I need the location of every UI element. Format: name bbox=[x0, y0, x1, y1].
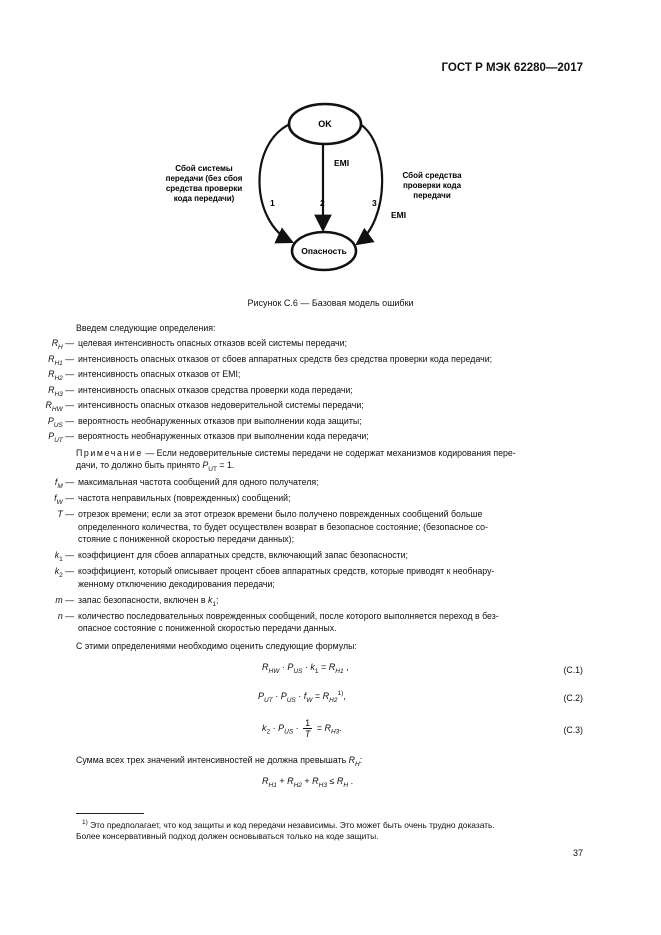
intro-text: Введем следующие определения: bbox=[76, 323, 216, 333]
transition-1-arrow bbox=[259, 124, 292, 242]
definition-symbol: $R_{H1}$ — bbox=[48, 353, 74, 367]
emi-right-label: EMI bbox=[391, 210, 407, 220]
note-label: Примечание bbox=[76, 448, 143, 458]
definition-symbol: $R_{H3}$ — bbox=[48, 384, 74, 398]
definition-text: интенсивность опасных отказов от EMI; bbox=[78, 369, 241, 379]
definition-text: целевая интенсивность опасных отказов всей системы передачи; bbox=[78, 338, 347, 348]
right-label-line: Сбой средства bbox=[402, 171, 462, 180]
definitions-list-1 bbox=[28, 337, 588, 447]
transition-2-number: 2 bbox=[320, 198, 325, 208]
note-text: — Если недоверительные системы передачи не содержат механизмов кодирования пере- bbox=[142, 448, 516, 458]
left-label-line: Сбой системы bbox=[175, 164, 233, 173]
definition-text: коэффициент для сбоев аппаратных средств, включающий запас безопасности; bbox=[78, 550, 408, 560]
error-model-diagram bbox=[140, 92, 540, 302]
definition-text: частота неправильных (поврежденных) сообщений; bbox=[78, 493, 291, 503]
definition-text: максимальная частота сообщений для одного получателя; bbox=[78, 477, 319, 487]
danger-state-label: Опасность bbox=[301, 246, 347, 256]
transition-3-arrow bbox=[357, 124, 382, 244]
definition-symbol: $k_2$ — bbox=[54, 566, 74, 579]
definition-symbol: $f_M$ — bbox=[54, 477, 74, 490]
note-paragraph bbox=[76, 447, 586, 459]
definition-symbol: T — bbox=[57, 509, 74, 519]
footnote: $^{1)}$ Это предполагает, что код защиты и код передачи независимы. Это может быть очень трудно доказать. Более консервативный подход должен основываться только на коде защиты. bbox=[76, 819, 495, 842]
definition-symbol: $P_{US}$ — bbox=[47, 415, 74, 429]
page-number: 37 bbox=[572, 848, 583, 858]
definition-text: количество последовательных поврежденных сообщений, после которого выполняется переход в без- опасное состояние с пониженной скоростью передачи данных. bbox=[78, 610, 499, 633]
emi-center-label: EMI bbox=[334, 158, 350, 168]
sum-formula: $R_{H1} + R_{H2} + R_{H3} \le R_H$ . bbox=[262, 776, 354, 789]
definition-text: запас безопасности, включен в $k_1$; bbox=[78, 594, 219, 608]
document-header: ГОСТ Р МЭК 62280—2017 bbox=[441, 62, 583, 74]
formula-c1: $R_{HW} \cdot P_{US} \cdot k_1 = R_{H1}$ , bbox=[262, 662, 349, 675]
formula-c3: $k_2 \cdot P_{US}$ · $\frac{1}{T}$ = $R_{H3}$. bbox=[262, 718, 342, 739]
definition-symbol: $R_{H2}$ — bbox=[48, 369, 74, 382]
formula-number-c1: (С.1) bbox=[563, 665, 583, 675]
definition-symbol: $k_1$ — bbox=[54, 550, 74, 563]
definition-text: коэффициент, который описывает процент сбоев аппаратных средств, которые приводят к необнару- женному отключению декодирования передачи; bbox=[78, 566, 495, 589]
figure-caption: Рисунок С.6 — Базовая модель ошибки bbox=[247, 298, 414, 308]
right-label-line: проверки кода bbox=[402, 181, 462, 190]
transition-3-number: 3 bbox=[372, 198, 377, 208]
formula-number-c2: (С.2) bbox=[563, 693, 583, 703]
formula-number-c3: (С.3) bbox=[563, 725, 583, 735]
definition-text: интенсивность опасных отказов от сбоев аппаратных средств без средства проверки кода передачи; bbox=[78, 353, 493, 364]
formulas-intro: С этими определениями необходимо оценить следующие формулы: bbox=[76, 641, 357, 651]
right-label-line: передачи bbox=[413, 191, 451, 200]
definition-text: интенсивность опасных отказов недоверительной системы передачи; bbox=[78, 400, 364, 410]
definition-text: вероятность необнаруженных отказов при выполнении кода передачи; bbox=[78, 431, 369, 441]
definition-text: интенсивность опасных отказов средства проверки кода передачи; bbox=[78, 384, 353, 395]
sum-text: Сумма всех трех значений интенсивностей не должна превышать $R_H$: bbox=[76, 755, 363, 768]
definition-text: отрезок времени; если за этот отрезок времени было получено поврежденных сообщений больше определенного количества, то будет осуществлен возврат в безопасное состояние; (безопасное со- стояние с пониженной скоростью передачи данных); bbox=[78, 509, 488, 544]
definition-text: вероятность необнаруженных отказов при выполнении кода защиты; bbox=[78, 415, 362, 426]
definitions-list-2 bbox=[28, 476, 588, 636]
ok-state-label: OK bbox=[318, 119, 332, 129]
left-label-line: передачи (без сбоя bbox=[165, 174, 243, 183]
definition-symbol: $P_{UT}$ — bbox=[48, 431, 74, 444]
definition-symbol: $R_{HW}$ — bbox=[45, 400, 74, 413]
definition-symbol: m — bbox=[55, 594, 74, 605]
formula-c2: $P_{UT} \cdot P_{US} \cdot f_W = R_{H2}^{1)}$, bbox=[258, 690, 346, 704]
definition-symbol: n — bbox=[57, 610, 74, 621]
definition-symbol: $f_W$ — bbox=[54, 493, 74, 506]
definition-symbol: $R_H$ — bbox=[51, 338, 74, 351]
left-label-line: средства проверки bbox=[165, 184, 243, 193]
note-paragraph-continued: дачи, то должно быть принято $P_{UT} = 1$. bbox=[76, 460, 235, 473]
left-label-line: кода передачи) bbox=[173, 194, 235, 203]
transition-1-number: 1 bbox=[270, 198, 275, 208]
footnote-separator bbox=[76, 813, 144, 814]
